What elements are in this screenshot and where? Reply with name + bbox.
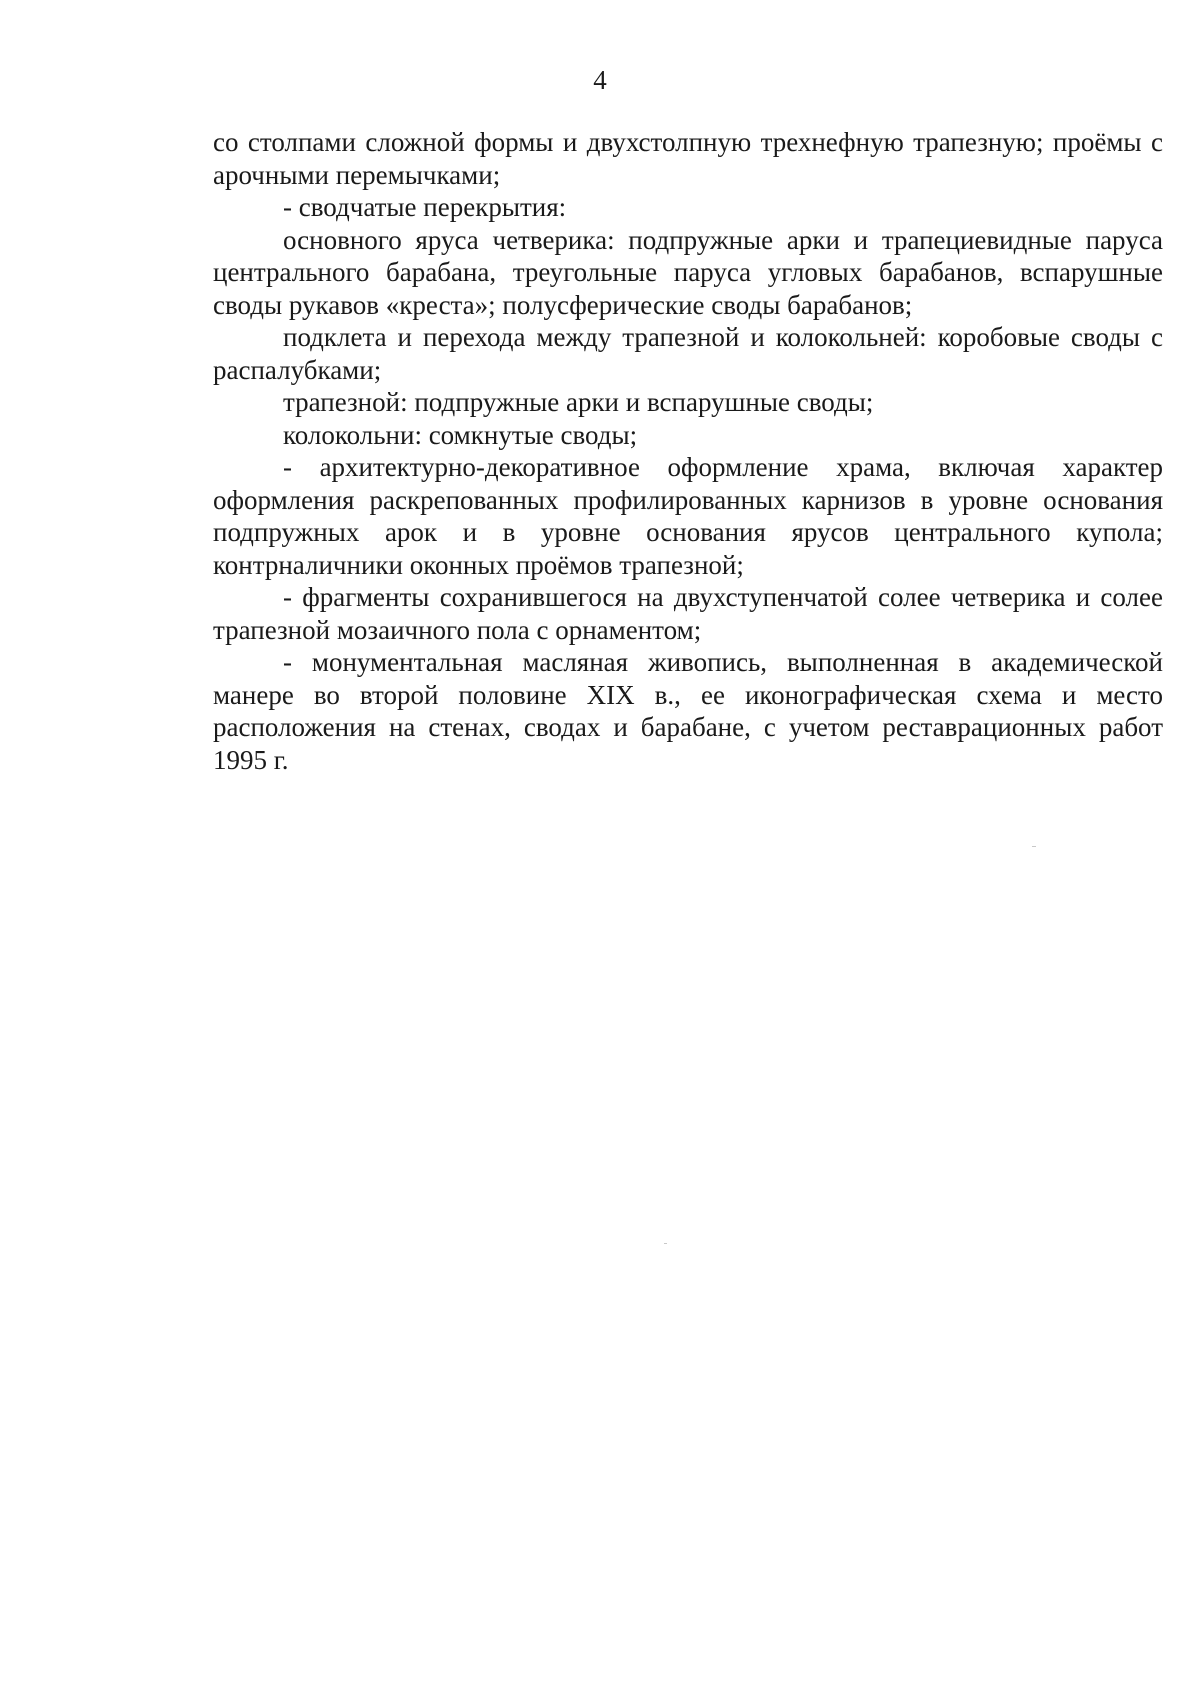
paragraph-bell-tower: колокольни: сомкнутые своды; [283,419,638,450]
paragraph-painting: - монументальная масляная живопись, выполненная в академической манере во второй половине XIX в., ее иконографическая схема и место расположения на стенах, сводах и барабане, с учетом реставрационных работ 1995 г. [213,647,1163,775]
scan-speck [664,1243,667,1244]
paragraph-refectory: трапезной: подпружные арки и вспарушные своды; [283,387,874,417]
paragraph-main-tier: основного яруса четверика: подпружные арки и трапециевидные паруса центрального барабана, треугольные паруса угловых барабанов, вспарушные своды рукавов «креста»; полусферические своды барабанов; [213,224,1163,320]
paragraph-decoration: - архитектурно-декоративное оформление храма, включая характер оформления раскрепованных профилированных карнизов в уровне основания подпружных арок и в уровне основания ярусов центрального купола; контрналичники оконных проёмов трапезной; [213,452,1163,580]
page-number: 4 [593,65,607,95]
paragraph-undercroft: подклета и перехода между трапезной и колокольней: коробовые своды с распалубками; [213,322,1163,385]
paragraph-mosaic-floor: - фрагменты сохранившегося на двухступенчатой солее четверика и солее трапезной мозаичного пола с орнаментом; [213,582,1163,645]
scan-speck [1032,846,1036,847]
document-body [213,126,1163,776]
paragraph-continuation: со столпами сложной формы и двухстолпную трехнефную трапезную; проёмы с арочными перемычками; [213,127,1163,190]
paragraph-vaulted-ceilings: - сводчатые перекрытия: [283,192,567,222]
